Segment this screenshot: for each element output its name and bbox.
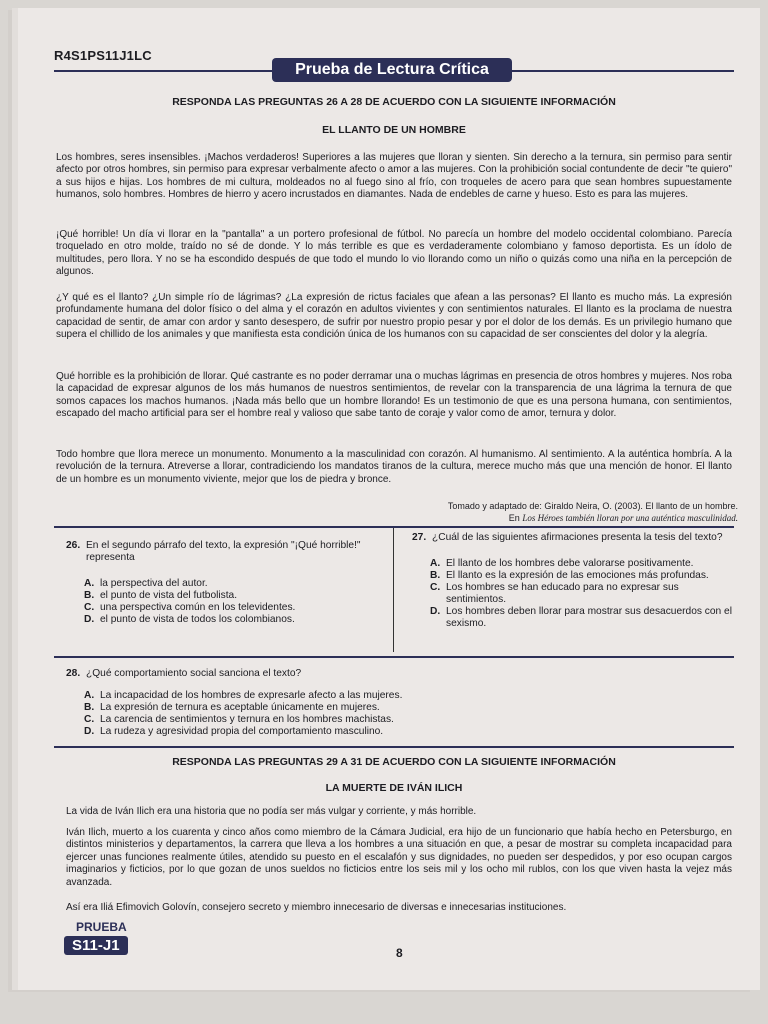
- q26-option-c[interactable]: [84, 602, 384, 614]
- question-27-number: 27.: [412, 532, 427, 543]
- citation-book-title: Los Héroes también lloran por una auténtica masculinidad.: [522, 513, 738, 523]
- paragraph-1: Los hombres, seres insensibles. ¡Machos verdaderos! Superiores a las mujeres que lloran y sienten. Sin derecho a la ternura, sin permiso para sentir afecto por otros hombres, sin permiso para expresar verbalmente afecto o amor a las mujeres. Con la prohibición social contundente de decir "te quiero" a sus hijos e hijas. Los hombres de mi cultura, moldeados no al fuego sino al frío, con troqueles de acero para que sean hombres supuestamente humanos, solo hombres. Hombres de hierro y acero incrustados en diamantes. Nada de endebles de carne y hueso. Esto es para las mujeres.: [56, 152, 732, 201]
- logo-bottom-text: S11-J1: [64, 936, 128, 955]
- q26-option-b[interactable]: [84, 590, 384, 602]
- exam-code: R4S1PS11J1LC: [54, 48, 152, 63]
- question-27-text: ¿Cuál de las siguientes afirmaciones presenta la tesis del texto?: [432, 532, 723, 543]
- questions-mid-rule: [54, 656, 734, 658]
- paragraph-4: Qué horrible es la prohibición de llorar. Qué castrante es no poder derramar una o muchas lágrimas en presencia de otros hombres y mujeres. Nos roba la capacidad de expresar algunos de los más humanos de nuestros sentimientos, de revelar con la transparencia de una lágrima la ternura de que somos capaces los machos humanos. ¡Nada más bello que un hombre llorando! Es un testimonio de que es una persona humana, con sentimientos, escapado del macho artificial para ser el hombre real y valioso que sabe tanto de coraje y valor como de amor, ternura y dolor.: [56, 371, 732, 420]
- q28-option-c-text: La carencia de sentimientos y ternura en los hombres machistas.: [100, 714, 394, 726]
- q27-option-a-text: El llanto de los hombres debe valorarse positivamente.: [446, 558, 694, 570]
- q26-option-c-letter: C.: [84, 602, 95, 614]
- q28-option-b-text: La expresión de ternura es aceptable únicamente en mujeres.: [100, 702, 380, 714]
- citation: [448, 500, 738, 524]
- q28-option-d[interactable]: [84, 726, 706, 738]
- q28-option-c-letter: C.: [84, 714, 95, 726]
- q27-option-b-text: El llanto es la expresión de las emociones más profundas.: [446, 570, 709, 582]
- questions-top-rule: [54, 526, 734, 528]
- prueba-logo: [64, 920, 144, 955]
- instruction-26-28: RESPONDA LAS PREGUNTAS 26 A 28 DE ACUERDO CON LA SIGUIENTE INFORMACIÓN: [172, 96, 616, 108]
- page-number: 8: [396, 946, 403, 960]
- question-28-options: [84, 690, 706, 738]
- q28-option-b[interactable]: [84, 702, 706, 714]
- q28-option-b-letter: B.: [84, 702, 95, 714]
- q27-option-d-text: Los hombres deben llorar para mostrar sus desacuerdos con el sexismo.: [446, 606, 732, 630]
- section-banner: Prueba de Lectura Crítica: [272, 58, 512, 82]
- q27-option-b[interactable]: [430, 570, 732, 582]
- logo-top-text: PRUEBA: [76, 920, 127, 934]
- q26-option-c-text: una perspectiva común en los televidentes.: [100, 602, 296, 614]
- q26-option-a-letter: A.: [84, 578, 95, 590]
- q27-option-b-letter: B.: [430, 570, 441, 582]
- q26-option-b-letter: B.: [84, 590, 95, 602]
- question-28: [66, 668, 706, 738]
- text-title-ivan-ilich: LA MUERTE DE IVÁN ILICH: [325, 782, 463, 794]
- question-28-number: 28.: [66, 668, 81, 679]
- ilich-paragraph-1: La vida de Iván Ilich era una historia que no podía ser más vulgar y corriente, y más horrible.: [66, 806, 477, 817]
- q26-option-a-text: la perspectiva del autor.: [100, 578, 208, 590]
- ilich-paragraph-2: Iván Ilich, muerto a los cuarenta y cinco años como miembro de la Cámara Judicial, era hijo de un funcionario que había hecho en Petersburgo, en distintos ministerios y departamentos, la carrera que lleva a los hombres a una situación en que, a pesar de mostrar su completa incapacidad para ejercer unas funciones realmente útiles, atendido su puesto en el escalafón y sus dignidades, no pueden ser despedidos, y por eso ocupan cargos imaginarios y ficticios, por lo que gozan de unos sueldos no ficticios entre los seis mil y los ocho mil rublos, con los que viven hasta la vejez más avanzada.: [66, 827, 732, 888]
- q28-option-d-text: La rudeza y agresividad propia del comportamiento masculino.: [100, 726, 384, 738]
- question-26: [66, 540, 384, 626]
- q26-option-d-text: el punto de vista de todos los colombianos.: [100, 614, 295, 626]
- q27-option-a-letter: A.: [430, 558, 441, 570]
- question-27-options: [430, 558, 732, 630]
- question-28-stem: [66, 668, 706, 680]
- q28-option-d-letter: D.: [84, 726, 95, 738]
- question-26-text: En el segundo párrafo del texto, la expresión "¡Qué horrible!" representa: [86, 540, 361, 564]
- q27-option-c[interactable]: [430, 582, 732, 606]
- q26-option-d-letter: D.: [84, 614, 95, 626]
- q28-option-a[interactable]: [84, 690, 706, 702]
- citation-line-1: Tomado y adaptado de: Giraldo Neira, O. (2003). El llanto de un hombre.: [447, 501, 738, 511]
- column-divider: [393, 528, 394, 652]
- paragraph-2: ¡Qué horrible! Un día vi llorar en la "pantalla" a un portero profesional de fútbol. No parecía un hombre del modelo occidental colombiano. Parecía troquelado en otro molde, traído no sé de donde. Y lo más terrible es que es verdaderamente colombiano y famoso deportista. Es un ídolo de multitudes, pero llora. Y no se ha escondido después de que todo el mundo lo vio llorando como un niño o quizás como una niña en la percepción de algunos.: [56, 229, 732, 278]
- q26-option-b-text: el punto de vista del futbolista.: [100, 590, 238, 602]
- instruction-29-31: RESPONDA LAS PREGUNTAS 29 A 31 DE ACUERDO CON LA SIGUIENTE INFORMACIÓN: [172, 756, 616, 768]
- ilich-paragraph-3: Así era Iliá Efimovich Golovín, consejero secreto y miembro innecesario de diversas e innecesarias instituciones.: [66, 902, 567, 913]
- question-27: [412, 532, 732, 630]
- q27-option-c-text: Los hombres se han educado para no expresar sus sentimientos.: [446, 582, 679, 606]
- question-27-stem: [412, 532, 732, 544]
- q26-option-a[interactable]: [84, 578, 384, 590]
- q27-option-d[interactable]: [430, 606, 732, 630]
- q28-option-a-text: La incapacidad de los hombres de expresarle afecto a las mujeres.: [100, 690, 403, 702]
- citation-prefix: En: [508, 513, 520, 523]
- q26-option-d[interactable]: [84, 614, 384, 626]
- question-28-text: ¿Qué comportamiento social sanciona el texto?: [86, 668, 302, 679]
- q28-option-a-letter: A.: [84, 690, 95, 702]
- paragraph-3: ¿Y qué es el llanto? ¿Un simple río de lágrimas? ¿La expresión de rictus faciales que afean a las personas? El llanto es mucho más. La expresión profundamente humana del dolor físico o del alma y el corazón en adultos vivientes y con sentimientos naturales. El llanto es la proclama de nuestra capacidad de sentir, de amar con ardor y santo desespero, de sufrir por nuestro propio pesar y por el dolor de los demás. Es un privilegio humano que supera el chillido de los animales y que manifiesta esta condición única de los humanos con su capacidad de ser conscientes del dolor y la alegría.: [56, 292, 732, 341]
- q27-option-d-letter: D.: [430, 606, 441, 618]
- section2-rule: [54, 746, 734, 748]
- question-26-number: 26.: [66, 540, 81, 551]
- q27-option-c-letter: C.: [430, 582, 441, 594]
- question-26-options: [84, 578, 384, 626]
- q28-option-c[interactable]: [84, 714, 706, 726]
- q27-option-a[interactable]: [430, 558, 732, 570]
- text-title-llanto: EL LLANTO DE UN HOMBRE: [322, 124, 466, 136]
- citation-line-2: [448, 512, 738, 524]
- paragraph-5: Todo hombre que llora merece un monumento. Monumento a la masculinidad con corazón. Al humanismo. Al sentimiento. A la auténtica hombría. A la revolución de la ternura. Atreverse a llorar, contradiciendo los mandatos tiranos de la cultura, merece mucho más que una mención de honor. El llanto de un hombre es un monumento viviente, mejor que los de piedra y bronce.: [56, 449, 732, 485]
- question-26-stem: [66, 540, 384, 564]
